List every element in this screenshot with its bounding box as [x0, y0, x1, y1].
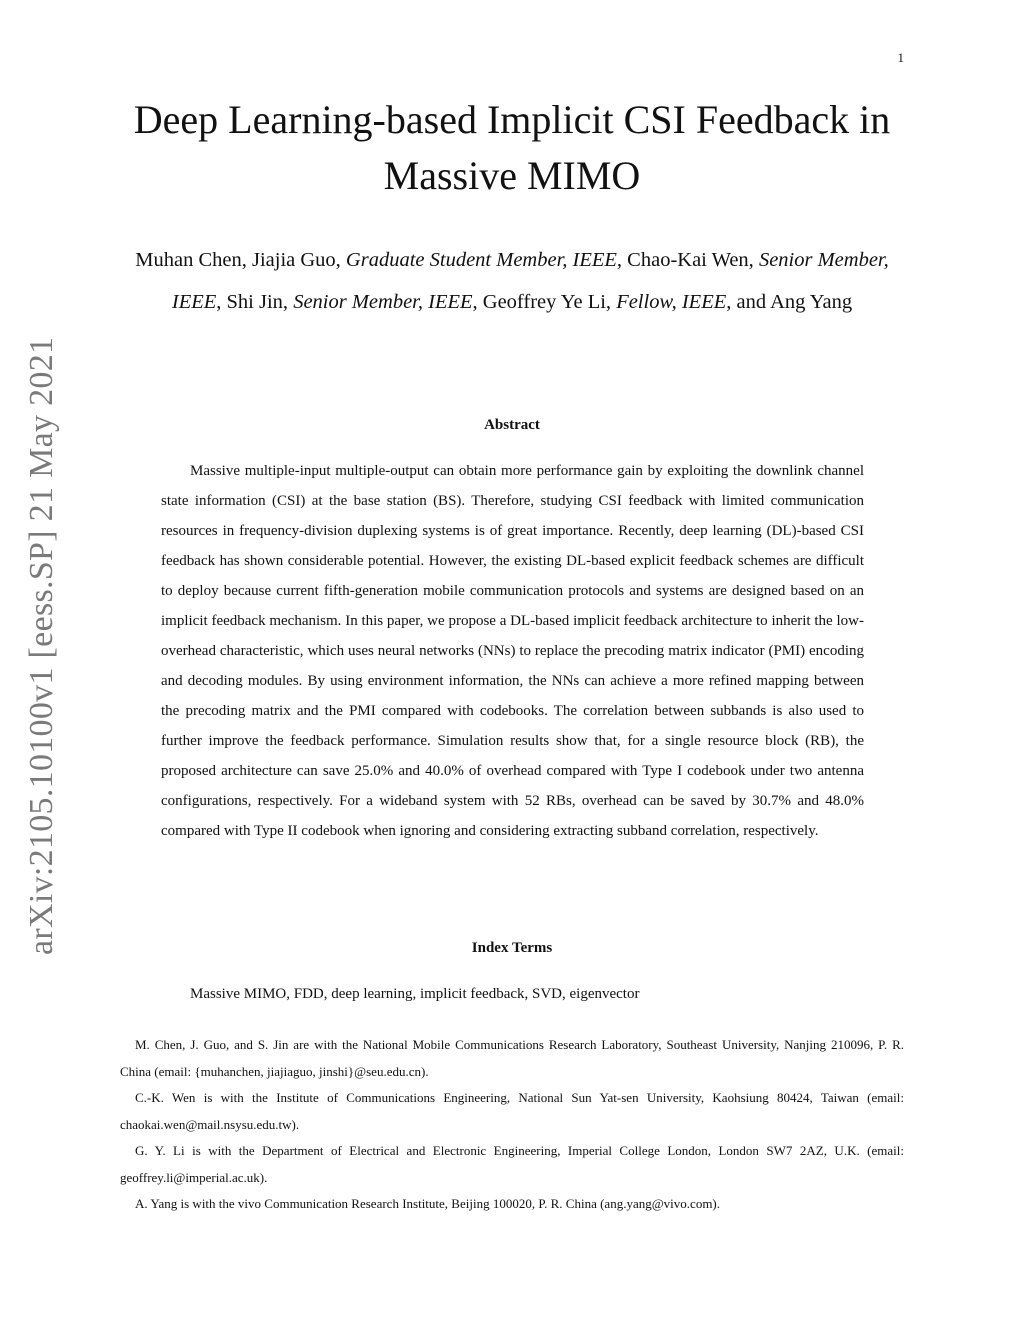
author-affiliation-role-1: Graduate Student Member, IEEE [345, 249, 617, 271]
index-terms-heading: Index Terms [471, 940, 553, 956]
author-names-2: , Chao-Kai Wen, [616, 249, 759, 271]
abstract-heading: Abstract [484, 417, 540, 433]
author-names-1: Muhan Chen, Jiajia Guo, [135, 249, 346, 271]
author-affiliation-role-4: Fellow, IEEE [616, 291, 727, 313]
author-affiliation-role-2: Senior Member, IEEE [171, 249, 889, 313]
author-names-4: , Geoffrey Ye Li, [472, 291, 617, 313]
footnote: C.-K. Wen is with the Institute of Communications Engineering, National Sun Yat-sen University, Kaohsiung 80424, Taiwan (email: chaokai.wen@mail.nsysu.edu.tw). [120, 1090, 904, 1132]
footnote: A. Yang is with the vivo Communication Research Institute, Beijing 100020, P. R. China (ang.yang@vivo.com). [135, 1196, 721, 1211]
author-names-5: , and Ang Yang [726, 291, 853, 313]
paper-title: Deep Learning-based Implicit CSI Feedback in Massive MIMO [133, 97, 891, 198]
arxiv-identifier-stamp: arXiv:2105.10100v1 [eess.SP] 21 May 2021 [23, 336, 60, 955]
affiliation-footnotes [120, 1032, 904, 1218]
author-list [120, 239, 904, 323]
author-affiliation-role-3: Senior Member, IEEE [293, 291, 473, 313]
page-number: 1 [897, 50, 904, 65]
abstract-text: Massive multiple-input multiple-output can obtain more performance gain by exploiting the downlink channel state information (CSI) at the base station (BS). Therefore, studying CSI feedback with limited communication resources in frequency-division duplexing systems is of great importance. Recently, deep learning (DL)-based CSI feedback has shown considerable potential. However, the existing DL-based explicit feedback schemes are difficult to deploy because current fifth-generation mobile communication protocols and systems are designed based on an implicit feedback mechanism. In this paper, we propose a DL-based implicit feedback architecture to inherit the low-overhead characteristic, which uses neural networks (NNs) to replace the precoding matrix indicator (PMI) encoding and decoding modules. By using environment information, the NNs can achieve a more refined mapping between the precoding matrix and the PMI compared with codebooks. The correlation between subbands is also used to further improve the feedback performance. Simulation results show that, for a single resource block (RB), the proposed architecture can save 25.0% and 40.0% of overhead compared with Type I codebook under two antenna configurations, respectively. For a wideband system with 52 RBs, overhead can be saved by 30.7% and 48.0% compared with Type II codebook when ignoring and considering extracting subband correlation, respectively. [161, 463, 864, 839]
author-names-3: , Shi Jin, [216, 291, 294, 313]
index-terms-text: Massive MIMO, FDD, deep learning, implicit feedback, SVD, eigenvector [190, 986, 640, 1002]
footnote: M. Chen, J. Guo, and S. Jin are with the National Mobile Communications Research Laboratory, Southeast University, Nanjing 210096, P. R. China (email: {muhanchen, jiajiaguo, jinshi}@seu.edu.cn). [120, 1037, 904, 1079]
footnote: G. Y. Li is with the Department of Electrical and Electronic Engineering, Imperial College London, London SW7 2AZ, U.K. (email: geoffrey.li@imperial.ac.uk). [120, 1143, 904, 1185]
